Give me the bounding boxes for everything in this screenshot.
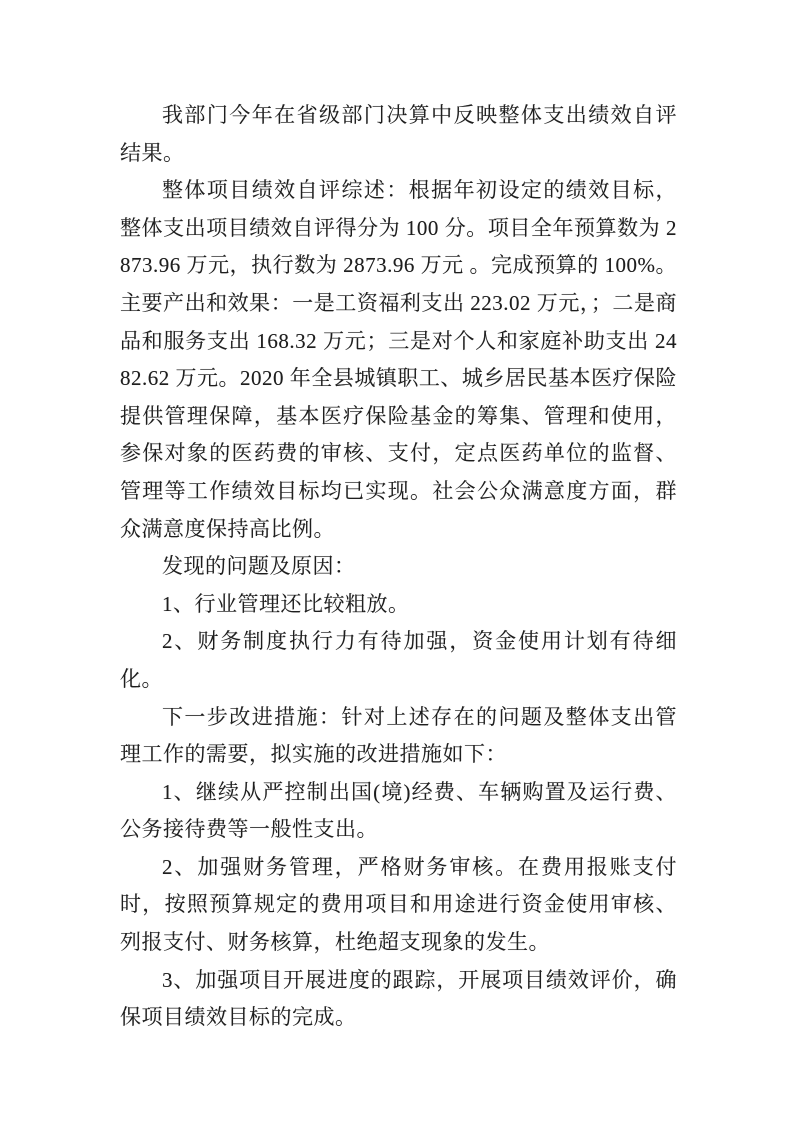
document-body [120, 97, 677, 1037]
paragraph-problems-heading: 发现的问题及原因： [162, 554, 356, 579]
paragraph-measure-1: 1、继续从严控制出国(境)经费、车辆购置及运行费、公务接待费等一般性支出。 [120, 779, 677, 842]
paragraph-measure-3: 3、加强项目开展进度的跟踪，开展项目绩效评价，确保项目绩效目标的完成。 [120, 967, 677, 1030]
paragraph-problem-2: 2、财务制度执行力有待加强，资金使用计划有待细化。 [120, 629, 677, 691]
paragraph-self-evaluation-overview: 整体项目绩效自评综述：根据年初设定的绩效目标，整体支出项目绩效自评得分为 100 分。项目全年预算数为 2873.96 万元，执行数为 2873.96 万元 。完成预算的 100%。主要产出和效果：一是工资福利支出 223.02 万元，；二是商品和服务支出 168.32 万元；三是对个人和家庭补助支出 2482.62 万元。2020 年全县城镇职工、城乡居民基本医疗保险提供管理保障，基本医疗保险基金的筹集、管理和使用，参保对象的医药费的审核、支付，定点医药单位的监督、管理等工作绩效目标均已实现。社会公众满意度方面，群众满意度保持高比例。 [120, 178, 677, 541]
paragraph-measure-2: 2、加强财务管理，严格财务审核。在费用报账支付时，按照预算规定的费用项目和用途进行资金使用审核、列报支付、财务核算，杜绝超支现象的发生。 [120, 854, 677, 955]
paragraph-problem-1: 1、行业管理还比较粗放。 [162, 591, 410, 616]
paragraph-intro: 我部门今年在省级部门决算中反映整体支出绩效自评结果。 [120, 103, 677, 165]
paragraph-improvement-intro: 下一步改进措施：针对上述存在的问题及整体支出管理工作的需要，拟实施的改进措施如下： [120, 704, 677, 767]
